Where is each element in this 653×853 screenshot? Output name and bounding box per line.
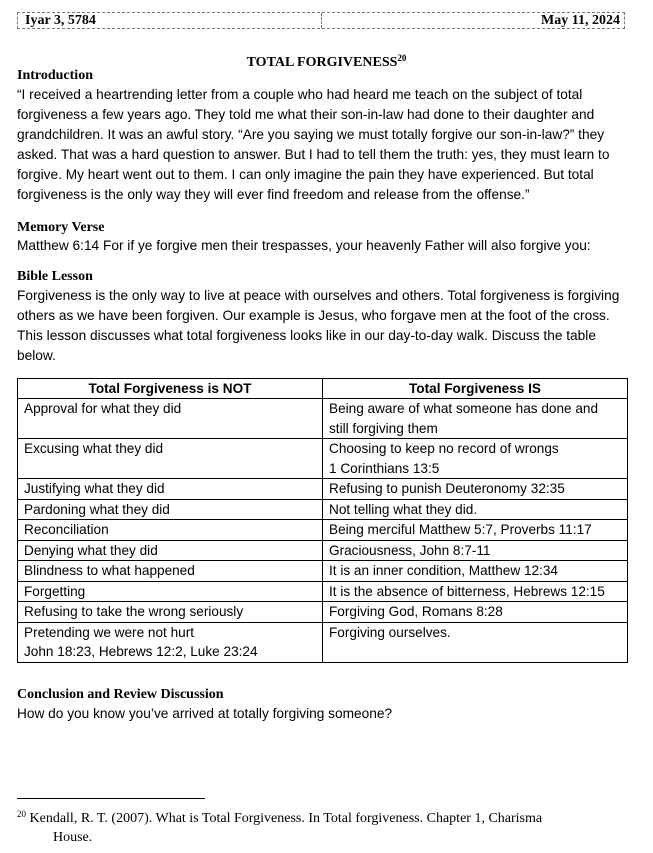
cell-line: Pardoning what they did bbox=[24, 501, 170, 517]
cell-not bbox=[18, 602, 323, 623]
footnote-separator bbox=[17, 798, 205, 799]
cell-is bbox=[323, 399, 628, 439]
column-header-not: Total Forgiveness is NOT bbox=[18, 379, 323, 399]
cell-is bbox=[323, 479, 628, 500]
cell-not bbox=[18, 622, 323, 662]
cell-is bbox=[323, 622, 628, 662]
cell-line: Denying what they did bbox=[24, 542, 158, 558]
cell-line: It is an inner condition, Matthew 12:34 bbox=[329, 563, 558, 578]
cell-is bbox=[323, 540, 628, 561]
page-title bbox=[0, 49, 653, 72]
cell-not bbox=[18, 520, 323, 541]
conclusion-heading: Conclusion and Review Discussion bbox=[17, 687, 224, 702]
cell-not bbox=[18, 399, 323, 439]
cell-line: Approval for what they did bbox=[24, 401, 182, 416]
cell-not bbox=[18, 479, 323, 500]
gregorian-date: May 11, 2024 bbox=[541, 13, 620, 28]
page-title-text: TOTAL FORGIVENESS bbox=[246, 55, 398, 70]
cell-not bbox=[18, 540, 323, 561]
footnote-line-1: Kendall, R. T. (2007). What is Total Forgiveness. In Total forgiveness. Chapter 1, Charisma bbox=[29, 811, 543, 826]
cell-is bbox=[323, 520, 628, 541]
table-row bbox=[18, 602, 628, 623]
cell-line: Forgiving God, Romans 8:28 bbox=[329, 604, 503, 619]
table-header-row bbox=[18, 379, 628, 399]
bible-lesson-text: Forgiveness is the only way to live at peace with ourselves and others. Total forgiveness is forgiving others as we have been forgiven. Our example is Jesus, who forgave men at the foot of the cross. This lesson discusses what total forgiveness looks like in our day-to-day walk. Discuss the table below. bbox=[17, 288, 620, 363]
table-body bbox=[18, 399, 628, 663]
cell-line: Being merciful Matthew 5:7, Proverbs 11:17 bbox=[329, 522, 592, 537]
cell-line: Being aware of what someone has done and still forgiving them bbox=[329, 401, 599, 436]
cell-is bbox=[323, 602, 628, 623]
table-row bbox=[18, 520, 628, 541]
table-row bbox=[18, 479, 628, 500]
column-header-is: Total Forgiveness IS bbox=[323, 379, 628, 399]
footnote-line-2: House. bbox=[53, 830, 93, 845]
cell-is bbox=[323, 561, 628, 582]
cell-line: Reconciliation bbox=[24, 522, 109, 537]
introduction-heading: Introduction bbox=[17, 68, 93, 83]
title-footnote-ref: 20 bbox=[397, 53, 407, 63]
cell-line: Refusing to punish Deuteronomy 32:35 bbox=[329, 481, 565, 496]
footnote-number: 20 bbox=[17, 809, 26, 819]
page-header bbox=[17, 12, 625, 29]
cell-line: Graciousness, John 8:7-11 bbox=[329, 542, 491, 558]
table-row bbox=[18, 540, 628, 561]
cell-line: Refusing to take the wrong seriously bbox=[24, 604, 244, 619]
cell-line: Choosing to keep no record of wrongs bbox=[329, 441, 559, 456]
table-row bbox=[18, 622, 628, 662]
cell-line: Pretending we were not hurt bbox=[24, 624, 195, 640]
introduction-text: “I received a heartrending letter from a couple who had heard me teach on the subject of total forgiveness a few years ago. They told me what their son-in-law had done to their daughter and grandchildren. It was an awful story. “Are you saying we must totally forgive our son-in-law?” they asked. That was a hard question to answer. But I had to tell them the truth: yes, they must learn to forgive. My heart went out to them. I can only imagine the pain they have experienced. But total forgiveness is the only way they will ever find freedom and release from the offense.” bbox=[17, 87, 610, 202]
cell-line: Excusing what they did bbox=[24, 441, 164, 456]
cell-is bbox=[323, 499, 628, 520]
table-row bbox=[18, 439, 628, 479]
table-row bbox=[18, 561, 628, 582]
memory-verse-text: Matthew 6:14 For if ye forgive men their trespasses, your heavenly Father will also forgive you: bbox=[17, 238, 591, 253]
header-divider bbox=[321, 13, 322, 28]
cell-line: Forgetting bbox=[24, 583, 86, 599]
forgiveness-table bbox=[17, 378, 628, 663]
cell-is bbox=[323, 439, 628, 479]
hebrew-date: Iyar 3, 5784 bbox=[25, 13, 96, 28]
bible-lesson-heading: Bible Lesson bbox=[17, 269, 93, 284]
conclusion-text: How do you know you’ve arrived at totally forgiving someone? bbox=[17, 706, 393, 721]
cell-line: It is the absence of bitterness, Hebrews 12:15 bbox=[329, 583, 605, 599]
cell-not bbox=[18, 561, 323, 582]
cell-line: John 18:23, Hebrews 12:2, Luke 23:24 bbox=[24, 644, 258, 659]
memory-verse-heading: Memory Verse bbox=[17, 220, 105, 235]
cell-is bbox=[323, 581, 628, 602]
cell-not bbox=[18, 581, 323, 602]
table-row bbox=[18, 499, 628, 520]
cell-not bbox=[18, 439, 323, 479]
cell-line: Forgiving ourselves. bbox=[329, 624, 451, 640]
footnote bbox=[17, 805, 617, 847]
cell-line: Blindness to what happened bbox=[24, 563, 195, 578]
cell-line: Justifying what they did bbox=[24, 481, 165, 496]
cell-line: Not telling what they did. bbox=[329, 501, 478, 517]
cell-not bbox=[18, 499, 323, 520]
table-row bbox=[18, 581, 628, 602]
cell-line: 1 Corinthians 13:5 bbox=[329, 460, 440, 476]
table-row bbox=[18, 399, 628, 439]
